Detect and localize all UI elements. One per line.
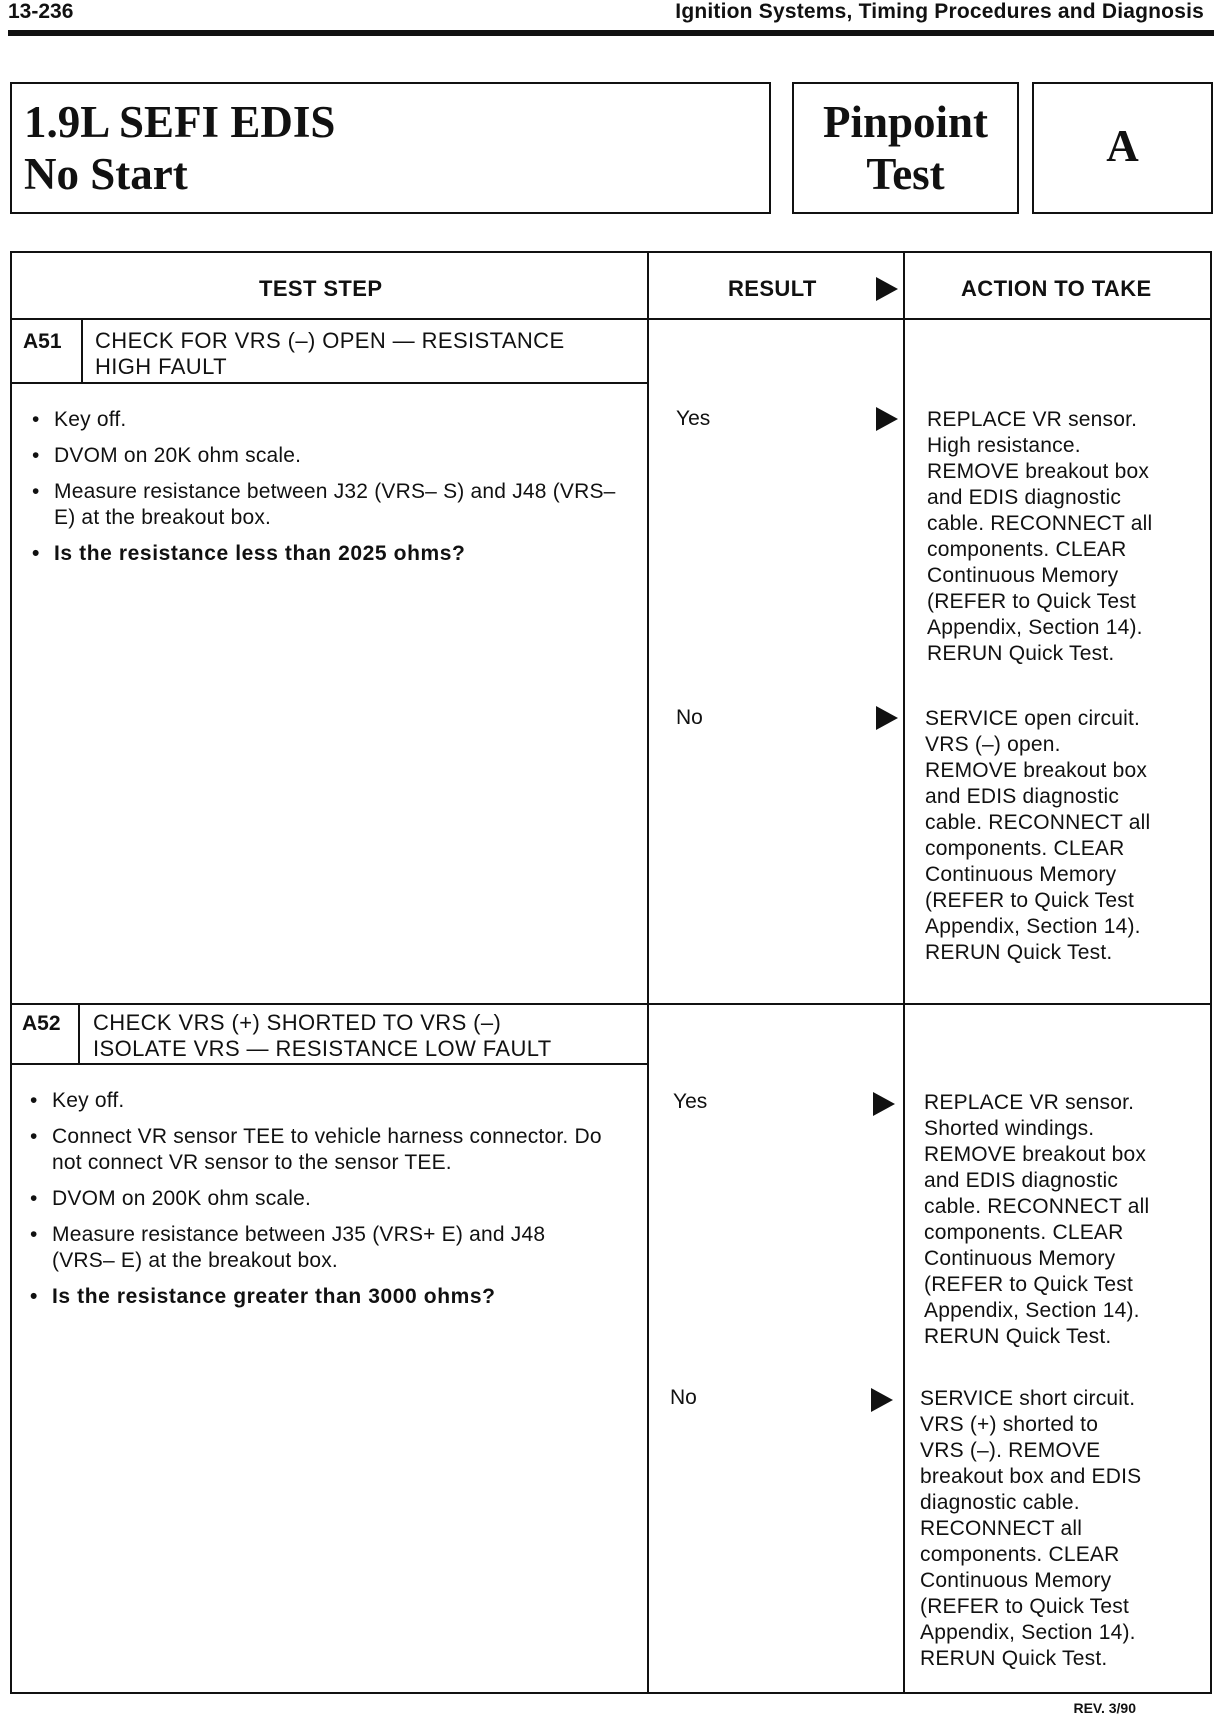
result-yes: Yes	[676, 407, 711, 430]
result-arrow-icon	[871, 1388, 893, 1412]
column-header-result: RESULT	[728, 276, 817, 301]
step-title-line2: ISOLATE VRS — RESISTANCE LOW FAULT	[93, 1036, 552, 1061]
step-title	[93, 1010, 552, 1062]
instruction-item: • Measure resistance between J32 (VRS– S) and J48 (VRS– E) at the breakout box.	[30, 479, 630, 531]
step-a52-title-rule	[10, 1063, 647, 1065]
instruction-item: • Connect VR sensor TEE to vehicle harness connector. Do not connect VR sensor to the sensor TEE.	[28, 1124, 608, 1176]
step-title-line2: HIGH FAULT	[95, 354, 227, 379]
instruction-question: • Is the resistance greater than 3000 ohms?	[28, 1284, 608, 1310]
pinpoint-test-label	[794, 96, 1017, 200]
instruction-item: • DVOM on 20K ohm scale.	[30, 443, 630, 469]
step-id: A51	[23, 330, 62, 353]
title-box	[10, 82, 771, 214]
step-a51-id-divider	[81, 318, 83, 384]
procedure-title-line2: No Start	[24, 149, 188, 199]
step-a52-id-divider	[78, 1003, 80, 1065]
action-text: REPLACE VR sensor. High resistance. REMOVE breakout box and EDIS diagnostic cable. RECONNECT all components. CLEAR Continuous Memory (REFER to Quick Test Appendix, Section 14). RERUN Quick Test.	[927, 408, 1153, 665]
instruction-question: • Is the resistance less than 2025 ohms?	[30, 541, 630, 567]
pinpoint-test-box	[792, 82, 1019, 214]
action-text: SERVICE open circuit. VRS (–) open. REMOVE breakout box and EDIS diagnostic cable. RECONNECT all components. CLEAR Continuous Memory (REFER to Quick Test Appendix, Section 14). RERUN Quick Test.	[925, 707, 1151, 964]
test-letter-box	[1032, 82, 1213, 214]
step-id: A52	[22, 1012, 61, 1035]
pinpoint-line2: Test	[866, 149, 945, 199]
step-title-line1: CHECK FOR VRS (–) OPEN — RESISTANCE	[95, 328, 565, 353]
instruction-item: • DVOM on 200K ohm scale.	[28, 1186, 608, 1212]
instruction-item: • Measure resistance between J35 (VRS+ E) and J48 (VRS– E) at the breakout box.	[28, 1222, 608, 1274]
step-divider-rule	[10, 1003, 1212, 1005]
step-a51-instructions	[30, 407, 630, 577]
result-arrow-icon	[873, 1092, 895, 1116]
step-a52-instructions	[28, 1088, 608, 1320]
column-header-test-step: TEST STEP	[259, 276, 383, 301]
revision-note: REV. 3/90	[1073, 1700, 1136, 1716]
action-text: REPLACE VR sensor. Shorted windings. REMOVE breakout box and EDIS diagnostic cable. RECONNECT all components. CLEAR Continuous Memory (REFER to Quick Test Appendix, Section 14). RERUN Quick Test.	[924, 1091, 1150, 1348]
instruction-item: • Key off.	[28, 1088, 608, 1114]
test-letter: A	[1106, 121, 1139, 171]
column-header-action: ACTION TO TAKE	[961, 276, 1152, 301]
procedure-title-line1: 1.9L SEFI EDIS	[24, 97, 336, 147]
running-title: Ignition Systems, Timing Procedures and Diagnosis	[675, 0, 1204, 23]
procedure-title	[24, 96, 335, 200]
column-divider-action	[903, 251, 905, 1694]
header-row-rule	[10, 318, 1212, 320]
result-no: No	[676, 706, 703, 729]
result-no: No	[670, 1386, 697, 1409]
result-arrow-icon	[876, 277, 898, 301]
result-yes: Yes	[673, 1090, 708, 1113]
action-text: SERVICE short circuit. VRS (+) shorted to VRS (–). REMOVE breakout box and EDIS diagnostic cable. RECONNECT all components. CLEAR Continuous Memory (REFER to Quick Test Appendix, Section 14). RERUN Quick Test.	[920, 1387, 1142, 1670]
step-title-line1: CHECK VRS (+) SHORTED TO VRS (–)	[93, 1010, 502, 1035]
result-arrow-icon	[876, 407, 898, 431]
page-number: 13-236	[8, 0, 74, 23]
step-title	[95, 328, 565, 380]
step-a51-title-rule	[10, 382, 647, 384]
pinpoint-line1: Pinpoint	[822, 97, 989, 147]
instruction-item: • Key off.	[30, 407, 630, 433]
result-arrow-icon	[876, 706, 898, 730]
column-divider-result	[647, 251, 649, 1694]
header-rule	[8, 30, 1214, 36]
